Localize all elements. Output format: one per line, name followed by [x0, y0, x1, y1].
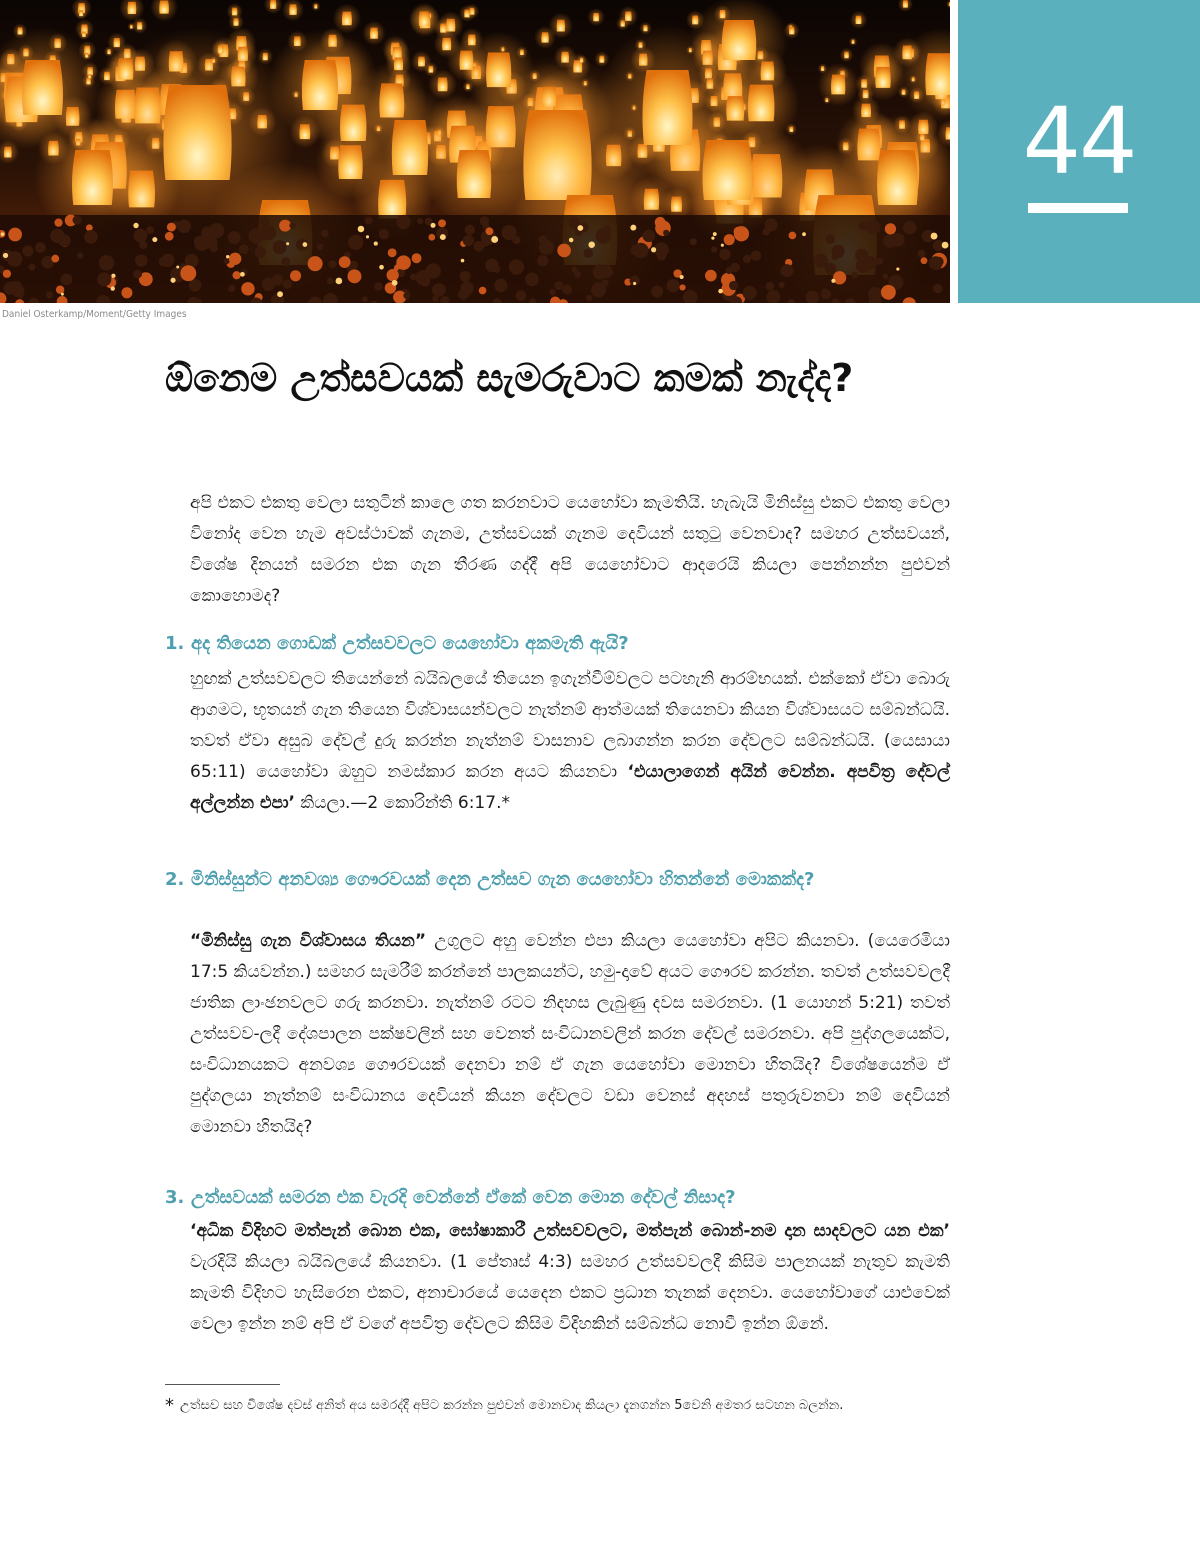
photo-credit: Daniel Osterkamp/Moment/Getty Images: [2, 309, 187, 320]
answer-text: හුඟක් උත්සවවලට තියෙන්නේ බයිබලයේ තියෙන ඉගැන්වීම්වලට පටහැනි ආරම්භයක්. එක්කෝ ඒවා බොරු ආගමට, භූතයන් ගැන තියෙන විශ්වාසයන්වලට නැත්නම් ආත්මයක් තියෙනවා කියන විශ්වාසයට සම්බන්ධයි. තවත් ඒවා අසුබ දේවල් දුරු කරන්න නැත්නම් වාසනාව ලබාගන්න කරන දේවලට සම්බන්ධයි. (යෙසායා 65:11) යෙහෝවා ඔහුට නමස්කාර කරන අයට කියනවා: [190, 669, 950, 782]
answer-3: [190, 1216, 950, 1340]
lesson-number-panel: [958, 0, 1200, 303]
answer-text: වැරදියි කියලා බයිබලයේ කියනවා. (1 පේතෘස් 4:3) සමහර උත්සවවලදී කිසිම පාලනයක් නැතුව කැමති කැමති විදිහට හැසිරෙන එකට, අනාචාරයේ යෙදෙන එකට ප්‍රධාන තැනක් දෙනවා. යෙහෝවාගේ යාළුවෙක් වෙලා ඉන්න නම් අපි ඒ වගේ අපවිත්‍ර දේවලට කිසිම විදිහකින් සම්බන්ධ නොවී ඉන්න ඕනේ.: [190, 1252, 950, 1334]
footnote-marker: *: [165, 1395, 174, 1416]
question-text: උත්සවයක් සමරන එක වැරදි වෙන්නේ ඒකේ වෙන මොන දේවල් නිසාද?: [191, 1187, 736, 1208]
lesson-number: 44: [1022, 88, 1136, 195]
footnote: [165, 1395, 955, 1417]
answer-1: [190, 664, 950, 819]
question-1: [165, 630, 831, 657]
footnote-divider: [165, 1384, 280, 1385]
answer-2: [190, 926, 950, 1143]
answer-emphasis: “මිනිස්සු ගැන විශ්වාසය තියන”: [190, 931, 427, 951]
answer-text: උගුලට අහු වෙන්න එපා කියලා යෙහෝවා අපිට කියනවා. (යෙරෙමියා 17:5 කියවන්න.) සමහර සැමරීම් කරන්නේ පාලකයන්ට, හමු-දාවේ අයට ගෞරව කරන්න. තවත් උත්සවවලදී ජාතික ලාංඡනවලට ගරු කරනවා. නැත්නම් රටට නිදහස ලැබුණු දවස සමරනවා. (1 යොහන් 5:21) තවත් උත්සවව-ලදී දේශපාලන පක්ෂවලින් සහ වෙනත් සංවිධානවලින් කරන දේවල් සමරනවා. අපි පුද්ගලයෙක්ට, සංවිධානයකට අනවශ්‍ය ගෞරවයක් දෙනවා නම් ඒ ගැන යෙහෝවා මොනවා හිතයිද? විශේෂයෙන්ම ඒ පුද්ගලයා නැත්නම් සංවිධානය දෙවියන් කියන දේවලට වඩා වෙනස් අදහස් පතුරුවනවා නම් දෙවියන් මොනවා හිතයිද?: [190, 931, 951, 1137]
footnote-text: උත්සව සහ විශේෂ දවස් අනිත් අය සමරද්දී අපිට කරන්න පුළුවන් මොනවාද කියලා දැනගන්න 5වෙනි අමතර සටහන බලන්න.: [180, 1398, 844, 1413]
intro-paragraph: අපි එකට එකතු වෙලා සතුටින් කාලෙ ගත කරනවාට යෙහෝවා කැමතියි. හැබැයි මිනිස්සු එකට එකතු වෙලා විනෝද වෙන හැම අවස්ථාවක් ගැනම, උත්සවයක් ගැනම දෙවියන් සතුටු වෙනවාද? සමහර උත්සවයන්, විශේෂ දිනයන් සමරන එක ගැන තීරණ ගද්දී අපි යෙහෝවාට ආදරෙයි කියලා පෙන්නන්න පුළුවන් කොහොමද?: [190, 493, 950, 606]
page-title: ඕනෙම උත්සවයක් සැමරුවාට කමක් නැද්ද?: [165, 356, 854, 400]
answer-emphasis: ‘අධික විදිහට මත්පැන් බොන එක, ඝෝෂාකාරී උත්සවවලට, මත්පැන් බොන්-නම දාන සාදවලට යන එක’: [190, 1221, 950, 1241]
question-number: 2.: [165, 869, 185, 890]
question-text: මිනිස්සුන්ට අනවශ්‍ය ගෞරවයක් දෙන උත්සව ගැන යෙහෝවා හිතන්නේ මොකක්ද?: [191, 869, 815, 890]
answer-text-end: කියලා.—2 කොරින්ති 6:17.*: [295, 793, 510, 813]
question-text: අද තියෙන ගොඩක් උත්සවවලට යෙහෝවා අකමැති ඇයි?: [191, 633, 629, 654]
lanterns-illustration: [0, 0, 950, 303]
question-3: [165, 1184, 831, 1211]
lesson-number-underline: [1028, 203, 1128, 213]
sky-lanterns-photo: [0, 0, 950, 303]
question-2: [165, 866, 831, 893]
answer-emphasis: ‘එයාලාගෙන් අයින් වෙන්න. අපවිත්‍ර දේවල් අල්ලන්න එපා’: [190, 762, 951, 813]
question-number: 1.: [165, 633, 185, 654]
question-number: 3.: [165, 1187, 185, 1208]
